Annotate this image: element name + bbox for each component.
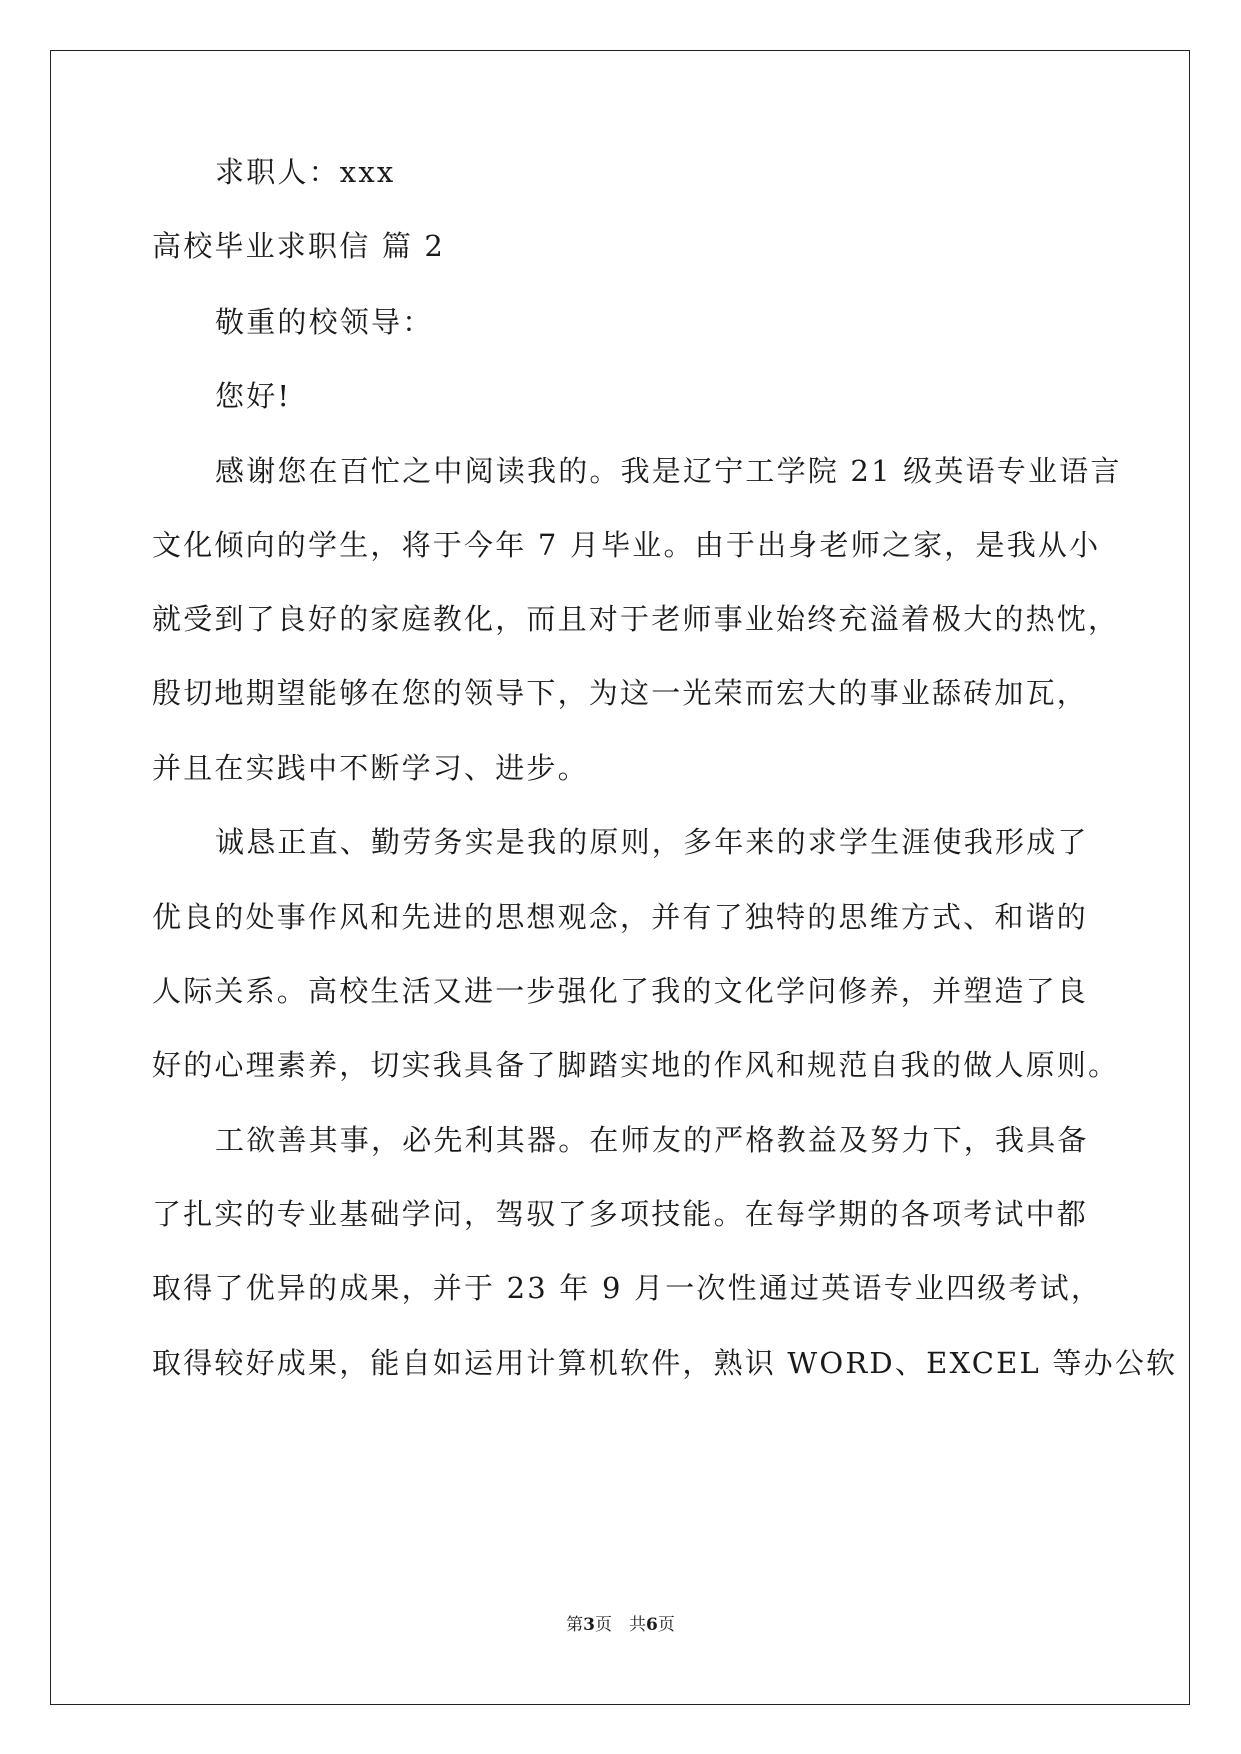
body-line: 就受到了良好的家庭教化，而且对于老师事业始终充溢着极大的热忱， [152, 602, 1120, 636]
applicant-line: 求职人：xxx [215, 155, 396, 189]
body-line: 感谢您在百忙之中阅读我的。我是辽宁工学院 21 级英语专业语言 [215, 454, 1122, 488]
page-number-footer [0, 1610, 1241, 1635]
salutation: 敬重的校领导： [215, 305, 434, 339]
body-line: 并且在实践中不断学习、进步。 [152, 751, 589, 785]
body-line: 优良的处事作风和先进的思想观念，并有了独特的思维方式、和谐的 [152, 900, 1089, 934]
section-title: 高校毕业求职信 篇 2 [152, 229, 446, 263]
greeting: 您好! [215, 379, 292, 413]
total-pages-number: 6 [646, 1615, 658, 1635]
body-line: 人际关系。高校生活又进一步强化了我的文化学问修养，并塑造了良 [152, 974, 1089, 1008]
body-line: 工欲善其事，必先利其器。在师友的严格教益及努力下，我具备 [215, 1123, 1089, 1157]
page-prefix: 第 [566, 1615, 584, 1635]
body-line: 殷切地期望能够在您的领导下，为这一光荣而宏大的事业舔砖加瓦， [152, 676, 1089, 710]
page-suffix: 页 [657, 1615, 675, 1635]
body-line: 好的心理素养，切实我具备了脚踏实地的作风和规范自我的做人原则。 [152, 1048, 1120, 1082]
page-border [50, 50, 1190, 1705]
body-line: 诚恳正直、勤劳务实是我的原则，多年来的求学生涯使我形成了 [215, 825, 1089, 859]
body-line: 取得较好成果，能自如运用计算机软件，熟识 WORD、EXCEL 等办公软 [152, 1346, 1178, 1380]
body-line: 取得了优异的成果，并于 23 年 9 月一次性通过英语专业四级考试， [152, 1271, 1103, 1305]
current-page-number: 3 [583, 1615, 595, 1635]
body-line: 了扎实的专业基础学问，驾驭了多项技能。在每学期的各项考试中都 [152, 1197, 1089, 1231]
page-mid: 页 共 [595, 1615, 646, 1635]
body-line: 文化倾向的学生，将于今年 7 月毕业。由于出身老师之家，是我从小 [152, 528, 1101, 562]
